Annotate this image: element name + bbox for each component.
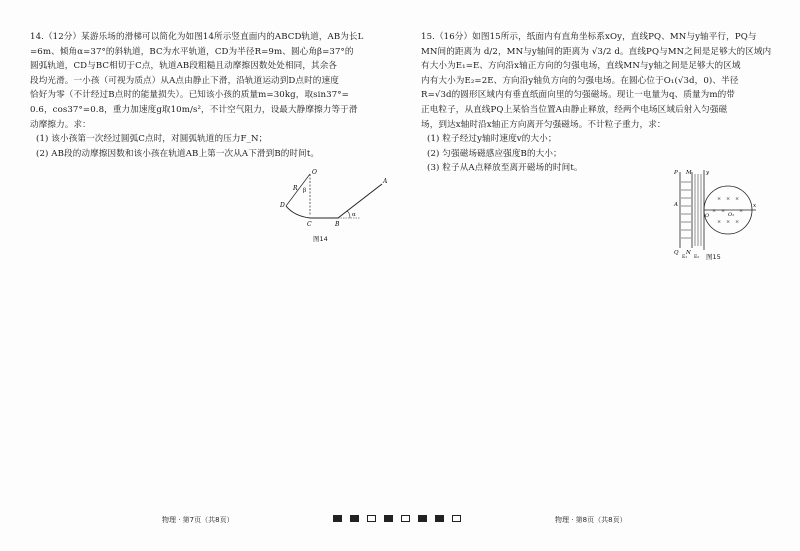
q14-line-1: 14.（12分）某游乐场的滑梯可以简化为如图14所示竖直面内的ABCD轨道，AB为长L — [30, 32, 364, 42]
fig15-label-x: x — [753, 203, 757, 209]
mark-filled — [418, 515, 427, 522]
fig14-label-R: R — [293, 185, 298, 192]
fig15-label-y: y — [706, 170, 710, 176]
q15-line-4: 内有大小为E₂=2E、方向沿y轴负方向的匀强电场。在圆心位于O₁(√3d，0)、半径 — [421, 75, 739, 86]
field-mark: × — [735, 196, 740, 202]
q15-subquestion-1: (1) 粒子经过y轴时速度v的大小； — [427, 134, 557, 145]
figure-15-caption: 图15 — [706, 253, 721, 261]
fig15-label-A: A — [674, 202, 678, 208]
fig14-label-B: B — [335, 221, 340, 228]
q14-subquestion-1: (1) 该小孩第一次经过圆弧C点时，对圆弧轨道的压力F_N； — [36, 134, 268, 145]
figure-14-caption: 图14 — [313, 235, 328, 243]
fig14-label-alpha: α — [352, 212, 356, 218]
q14-line-2: =6m、倾角α=37°的斜轨道，BC为水平轨道，CD为半径R=9m、圆心角β=37°的 — [30, 46, 354, 57]
q14-line-7: 动摩擦力。求： — [30, 119, 91, 130]
mark-empty — [452, 515, 461, 522]
mark-filled — [350, 515, 359, 522]
q15-line-5: R=√3d的圆形区域内有垂直纸面向里的匀强磁场。现让一电量为q、质量为m的带 — [421, 90, 735, 101]
q14-line-5: 恰好为零（不计经过B点时的能量损失）。已知该小孩的质量m=30kg，取sin37°= — [30, 90, 349, 101]
fig15-label-N: N — [686, 250, 691, 256]
q14-line-4: 段均光滑。一小孩（可视为质点）从A点由静止下滑，沿轨道运动到D点时的速度 — [30, 75, 339, 86]
fig15-label-E1: E₁ — [682, 255, 688, 260]
fig15-label-Q: Q — [674, 250, 679, 256]
fig15-label-M: M — [686, 170, 692, 176]
field-mark: × — [735, 219, 740, 225]
q15-line-6: 正电粒子，从直线PQ上某恰当位置A由静止释放，经两个电场区域后射入匀强磁 — [421, 104, 728, 115]
field-mark: × — [726, 196, 731, 202]
q15-line-3: 有大小为E₁=E、方向沿x轴正方向的匀强电场，直线MN与y轴之间是足够大的区域 — [421, 61, 741, 72]
field-mark: × — [726, 219, 731, 225]
q15-line-2: MN间的距离为 d/2，MN与y轴间的距离为 √3/2 d。直线PQ与MN之间是足够大的区域内 — [421, 46, 772, 57]
field-mark: × — [721, 208, 726, 214]
fig15-label-P: P — [674, 170, 678, 176]
fig14-label-C: C — [307, 221, 312, 228]
figure-14-diagram — [250, 166, 400, 244]
registration-marks — [333, 515, 461, 522]
footer-page-8: 物理 · 第8页（共8页） — [555, 516, 627, 524]
mark-empty — [367, 515, 376, 522]
mark-filled — [333, 515, 342, 522]
q15-line-1: 15.（16分）如图15所示，纸面内有直角坐标系xOy，直线PQ、MN与y轴平行，PQ与 — [421, 32, 757, 42]
fig14-label-O: O — [312, 169, 317, 176]
mark-filled — [435, 515, 444, 522]
q14-line-6: 0.6，cos37°=0.8，重力加速度g取10m/s²，不计空气阻力，设最大静摩擦力等于滑 — [30, 104, 358, 115]
fig15-label-O1: O₁ — [728, 212, 735, 218]
q14-subquestion-2: (2) AB段的动摩擦因数和该小孩在轨道AB上第一次从A下滑到B的时间t。 — [36, 148, 320, 159]
q14-line-3: 圆弧轨道，CD与BC相切于C点，轨道AB段粗糙且动摩擦因数处处相同，其余各 — [30, 61, 338, 72]
field-mark: × — [717, 196, 722, 202]
q15-line-7: 场，到达x轴时沿x轴正方向离开匀强磁场。不计粒子重力，求： — [421, 119, 666, 130]
fig15-label-O: O — [705, 213, 710, 219]
field-mark: × — [739, 208, 744, 214]
fig14-label-beta: β — [303, 188, 307, 194]
fig14-label-A: A — [383, 178, 388, 185]
fig15-label-E2: E₂ — [694, 255, 700, 260]
question-15 — [421, 30, 776, 176]
field-mark: × — [712, 208, 717, 214]
footer-page-7: 物理 · 第7页（共8页） — [162, 516, 234, 524]
figure-15-diagram — [640, 166, 760, 266]
q15-subquestion-3: (3) 粒子从A点释放至离开磁场的时间t。 — [427, 163, 583, 174]
q15-subquestion-2: (2) 匀强磁场磁感应强度B的大小； — [427, 148, 562, 159]
question-14 — [30, 30, 375, 161]
field-mark: × — [717, 219, 722, 225]
mark-filled — [384, 515, 393, 522]
fig14-label-D: D — [280, 202, 285, 209]
mark-empty — [401, 515, 410, 522]
